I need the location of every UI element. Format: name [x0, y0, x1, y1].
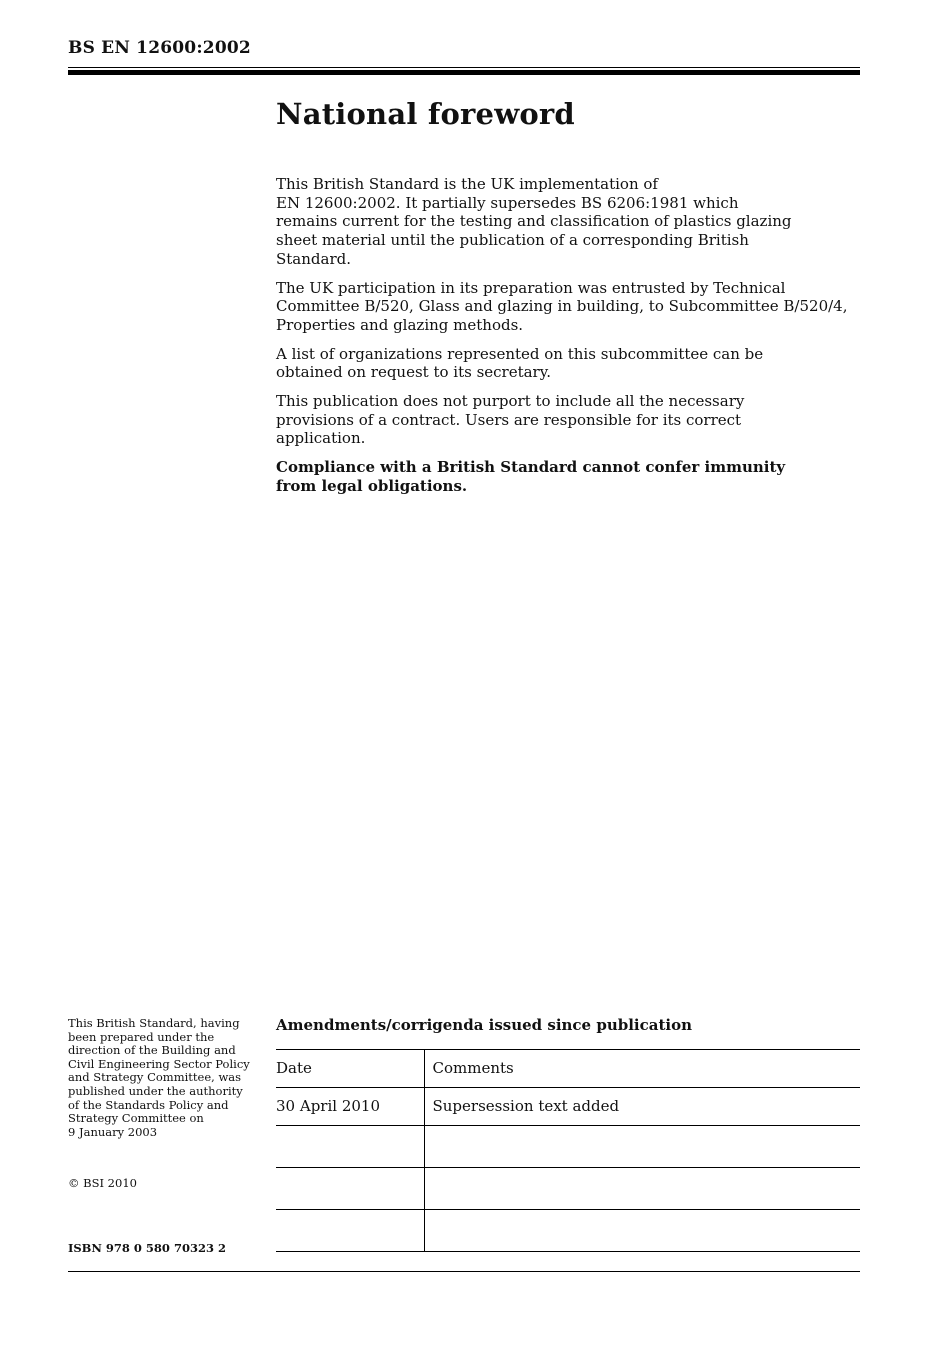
amendment-comment — [425, 1168, 861, 1177]
amendment-date — [276, 1126, 424, 1135]
table-header-row — [276, 1050, 860, 1088]
isbn: ISBN 978 0 580 70323 2 — [68, 1241, 226, 1255]
amendments-table — [276, 1049, 860, 1252]
foreword-paragraph-2: The UK participation in its preparation was entrusted by Technical Committee B/520, Glass and glazing in building, to Subcommittee B/520/4, Properties and glazing methods. — [276, 278, 848, 334]
table-row — [276, 1126, 860, 1168]
header-rule-thin — [68, 67, 860, 68]
amendment-comment — [425, 1210, 861, 1219]
compliance-notice: Compliance with a British Standard cannot confer immunity from legal obligations. — [276, 458, 786, 495]
footer-rule — [68, 1271, 860, 1272]
amendment-comment: Supersession text added — [432, 1097, 620, 1115]
amendment-comment — [425, 1126, 861, 1135]
table-row — [276, 1210, 860, 1252]
header-rule-thick — [68, 70, 860, 75]
publication-note: This British Standard, having been prepared under the direction of the Building and Civil Engineering Sector Policy and Strategy Committee, was published under the authority of the Standards Policy and Strategy Committee on 9 January 2003 — [68, 1016, 250, 1139]
amendment-date: 30 April 2010 — [276, 1097, 380, 1115]
column-header-comments: Comments — [432, 1059, 514, 1077]
foreword-paragraph-4: This publication does not purport to include all the necessary provisions of a contract. Users are responsible for its correct application. — [276, 392, 745, 448]
amendments-title: Amendments/corrigenda issued since publication — [276, 1016, 692, 1034]
amendment-date — [276, 1210, 424, 1219]
document-id-header: BS EN 12600:2002 — [68, 38, 251, 58]
table-row — [276, 1168, 860, 1210]
foreword-paragraph-1: This British Standard is the UK implementation of EN 12600:2002. It partially supersedes BS 6206:1981 which remains current for the testing and classification of plastics glazing sheet material until the publication of a corresponding British Standard. — [276, 175, 792, 268]
foreword-body — [276, 175, 860, 506]
table-row — [276, 1088, 860, 1126]
amendment-date — [276, 1168, 424, 1177]
copyright-notice: © BSI 2010 — [68, 1176, 137, 1190]
page-title: National foreword — [276, 97, 575, 131]
column-header-date: Date — [276, 1059, 312, 1077]
foreword-paragraph-3: A list of organizations represented on this subcommittee can be obtained on request to its secretary. — [276, 344, 764, 382]
